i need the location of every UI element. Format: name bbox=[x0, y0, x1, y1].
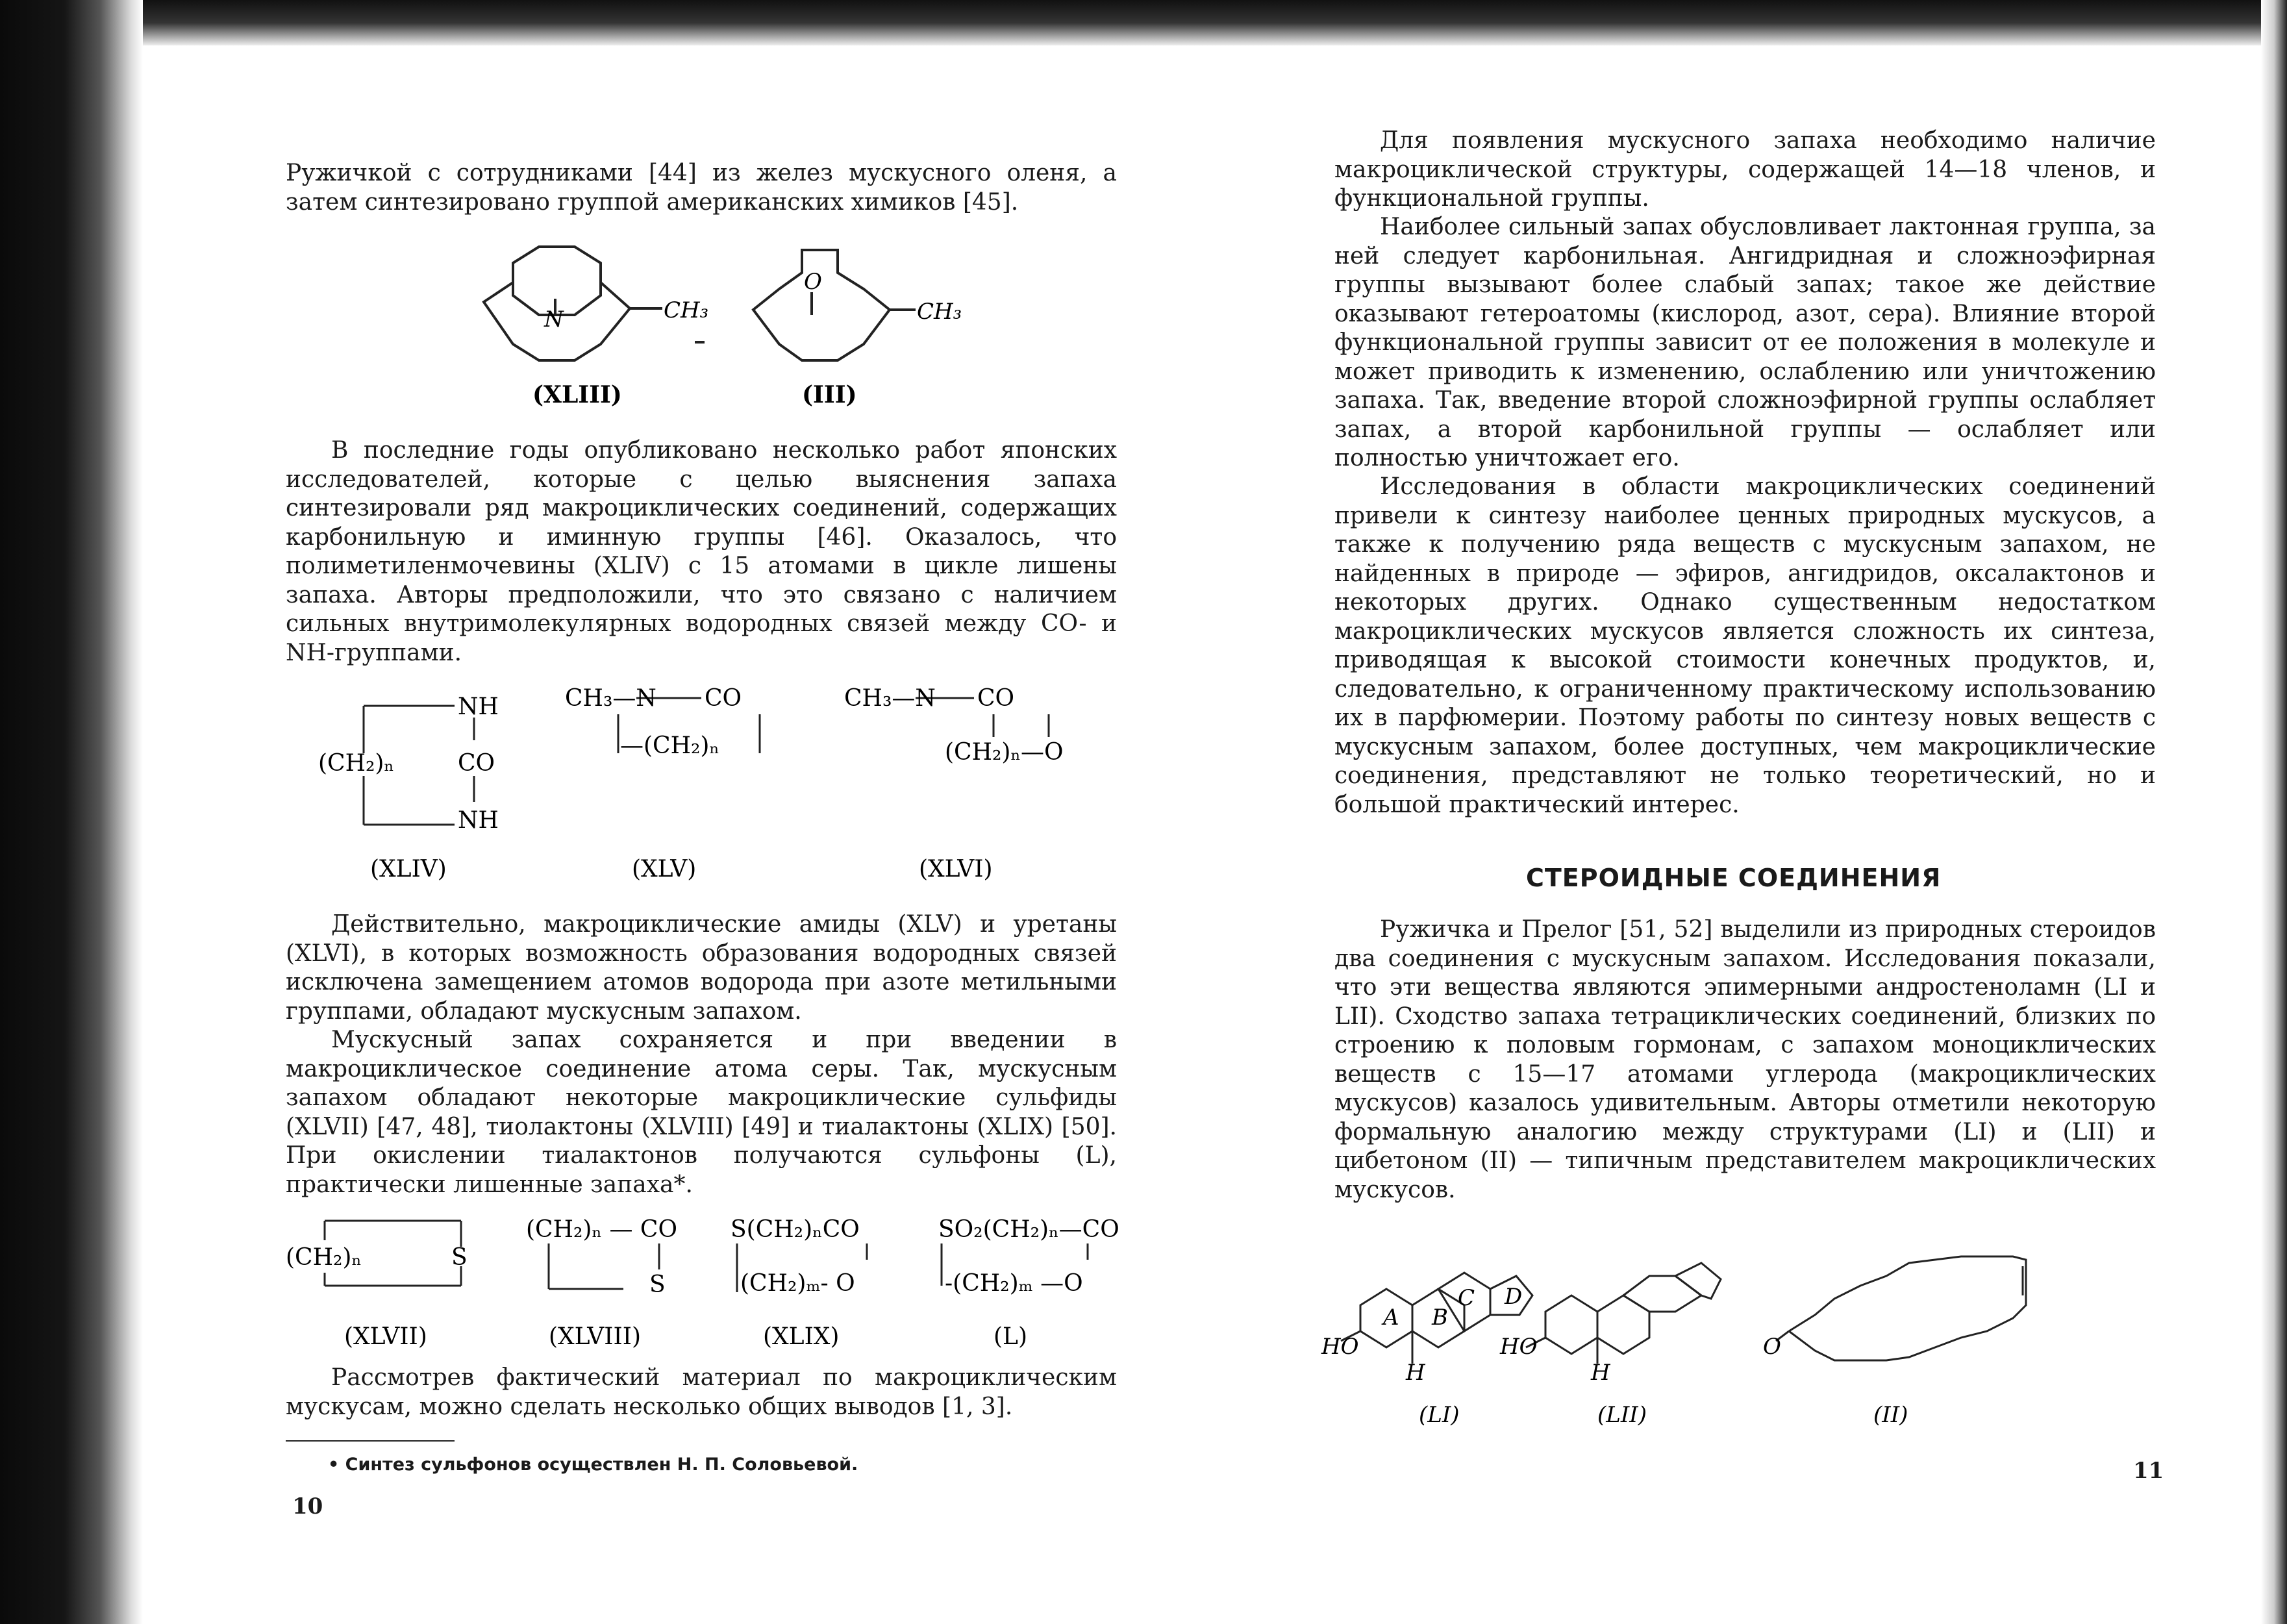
li-h: H bbox=[1406, 1360, 1425, 1386]
ring-d: D bbox=[1505, 1284, 1523, 1310]
xlv-ch3n: CH₃—N bbox=[565, 685, 656, 712]
ring-c: C bbox=[1458, 1285, 1475, 1311]
paragraph-functional-groups: Наиболее сильный запах обусловливает лактонная группа, за ней следует карбонильная. Ангидридная и сложноэфирная группы вызывают более слабый запах; такое же действие оказывают гетероатомы (кислород, азот, сера). Влияние второй функциональной группы зависит от ее положения в молекуле и может приводить к изменению, ослаблению или уничтожению запаха. Так, введение второй сложноэфирной группы ослабляет запах, а второй карбонильной группы — ослабляет или полностью уничтожает его. bbox=[1334, 214, 2156, 471]
ch3-b: CH₃ bbox=[917, 299, 962, 325]
xliv-ch2n: (CH₂)ₙ bbox=[318, 750, 395, 777]
xlv-chain: —(CH₂)ₙ bbox=[620, 732, 720, 759]
paragraph-musk-requirements: Для появления мускусного запаха необходимо наличие макроциклической структуры, содержащей 14—18 членов, и функциональной группы. bbox=[1334, 127, 2156, 212]
label-xlv: (XLV) bbox=[632, 856, 697, 882]
xlix-bot: (CH₂)ₘ- O bbox=[740, 1270, 855, 1297]
xliii-ring bbox=[513, 247, 601, 315]
xlvii-s: S bbox=[451, 1244, 468, 1271]
atom-n: N bbox=[544, 306, 564, 332]
paragraph-sulfur: Мускусный запах сохраняется и при введении в макроциклическое соединение атома серы. Так, мускусным запахом обладают некоторые макроциклические сульфиды (XLVII) [47, 48], тиолактоны (XLVIII) [49] и тиалактоны (XLIX) [50]. При окислении тиалактонов получаются сульфоны (L), практически лишенные запаха*. bbox=[286, 1027, 1117, 1198]
l-bot: -(CH₂)ₘ —O bbox=[945, 1270, 1083, 1297]
footnote-rule bbox=[286, 1440, 455, 1442]
figure-xliv-xlv-xlvi bbox=[318, 679, 1136, 893]
label-xlvii: (XLVII) bbox=[344, 1323, 427, 1350]
label-xlviii: (XLVIII) bbox=[549, 1323, 642, 1350]
l-top: SO₂(CH₂)ₙ—CO bbox=[938, 1216, 1119, 1243]
footnote: • Синтез сульфонов осуществлен Н. П. Соловьевой. bbox=[328, 1455, 858, 1475]
label-iii: (III) bbox=[802, 381, 857, 408]
xlix-top: S(CH₂)ₙCO bbox=[731, 1216, 860, 1243]
section-heading-steroids: СТЕРОИДНЫЕ СОЕДИНЕНИЯ bbox=[1526, 864, 1942, 892]
label-li: (LI) bbox=[1419, 1402, 1460, 1428]
paragraph-intro: Ружичкой с сотрудниками [44] из желез мускусного оленя, а затем синтезировано группой американских химиков [45]. bbox=[286, 160, 1117, 216]
scan-top-edge bbox=[0, 0, 2287, 45]
label-xliv: (XLIV) bbox=[370, 856, 447, 882]
book-binding-edge bbox=[0, 0, 143, 1624]
ii-o: O bbox=[1763, 1334, 1781, 1360]
lii-ho: HO bbox=[1500, 1334, 1538, 1360]
xliv-nh-bot: NH bbox=[458, 807, 499, 834]
page-number-right: 11 bbox=[2133, 1458, 2164, 1484]
paragraph-japanese-research: В последние годы опубликовано несколько работ японских исследователей, которые с целью выяснения запаха синтезировали ряд макроциклических соединений, содержащих карбонильную и иминную группы [46]. Оказалось, что полиметиленмочевины (XLIV) с 15 атомами в цикле лишены запаха. Авторы предположили, что это связано с наличием сильных внутримолекулярных водородных связей между CO- и NH-группами. bbox=[286, 437, 1117, 666]
ring-a: A bbox=[1383, 1305, 1399, 1330]
figure-macrocycles-xliii-iii bbox=[448, 237, 962, 419]
atom-o: O bbox=[804, 269, 822, 295]
xlvii-ch2n: (CH₂)ₙ bbox=[286, 1244, 362, 1271]
label-xlvi: (XLVI) bbox=[919, 856, 993, 882]
li-ho: HO bbox=[1321, 1334, 1359, 1360]
figure-li-lii-ii bbox=[1321, 1234, 2166, 1442]
ring-b: B bbox=[1432, 1305, 1448, 1330]
paragraph-amides: Действительно, макроциклические амиды (XLV) и уретаны (XLVI), в которых возможность образования водородных связей исключена замещением атомов водорода при азоте метильными группами, обладают мускусным запахом. bbox=[286, 911, 1117, 1025]
label-ii: (II) bbox=[1873, 1402, 1908, 1428]
figure-xlvii-l bbox=[286, 1208, 1136, 1357]
label-xlix: (XLIX) bbox=[763, 1323, 840, 1350]
xliv-co: CO bbox=[458, 750, 495, 777]
xliv-nh-top: NH bbox=[458, 693, 499, 720]
xlvi-co: CO bbox=[977, 685, 1015, 712]
ch3-a: CH₃ bbox=[664, 297, 709, 323]
label-l: (L) bbox=[994, 1323, 1027, 1350]
xlviii-top: (CH₂)ₙ — CO bbox=[526, 1216, 677, 1243]
xlvi-chain: (CH₂)ₙ—O bbox=[945, 739, 1064, 766]
xlvi-ch3n: CH₃—N bbox=[844, 685, 936, 712]
paragraph-steroids: Ружичка и Прелог [51, 52] выделили из природных стероидов два соединения с мускусным запахом. Исследования показали, что эти вещества являются эпимерными андростеноламн (LI и LII). Сходство запаха тетрациклических соединений, близких по строению к половым гормонам, с запахом моноциклических веществ с 15—17 атомами углерода (макроциклических мускусов) казалось удивительным. Авторы отметили некоторую формальную аналогию между структурами (LI) и (LII) и цибетоном (II) — типичным представителем макроциклических мускусов. bbox=[1334, 916, 2156, 1203]
label-xliii: (XLIII) bbox=[532, 381, 622, 408]
paragraph-macrocycle-research: Исследования в области макроциклических соединений привели к синтезу наиболее ценных природных мускусов, а также к получению ряда веществ с мускусным запахом, не найденных в природе — эфиров, ангидридов, оксалактонов и некоторых других. Однако существенным недостатком макроциклических мускусов является сложность их синтеза, приводящая к высокой стоимости конечных продуктов, и, следовательно, к ограниченному практическому использованию их в парфюмерии. Поэтому работы по синтезу новых веществ с мускусным запахом, более доступных, чем макроциклические соединения, представляют не только теоретический, но и большой практический интерес. bbox=[1334, 473, 2156, 818]
xlviii-s: S bbox=[649, 1271, 666, 1298]
xlv-co: CO bbox=[705, 685, 742, 712]
page-number-left: 10 bbox=[292, 1493, 323, 1519]
paragraph-conclusion: Рассмотрев фактический материал по макроциклическим мускусам, можно сделать несколько общих выводов [1, 3]. bbox=[286, 1364, 1117, 1420]
label-lii: (LII) bbox=[1597, 1402, 1647, 1428]
scan-right-edge bbox=[2261, 0, 2287, 1624]
lii-h: H bbox=[1591, 1360, 1610, 1386]
